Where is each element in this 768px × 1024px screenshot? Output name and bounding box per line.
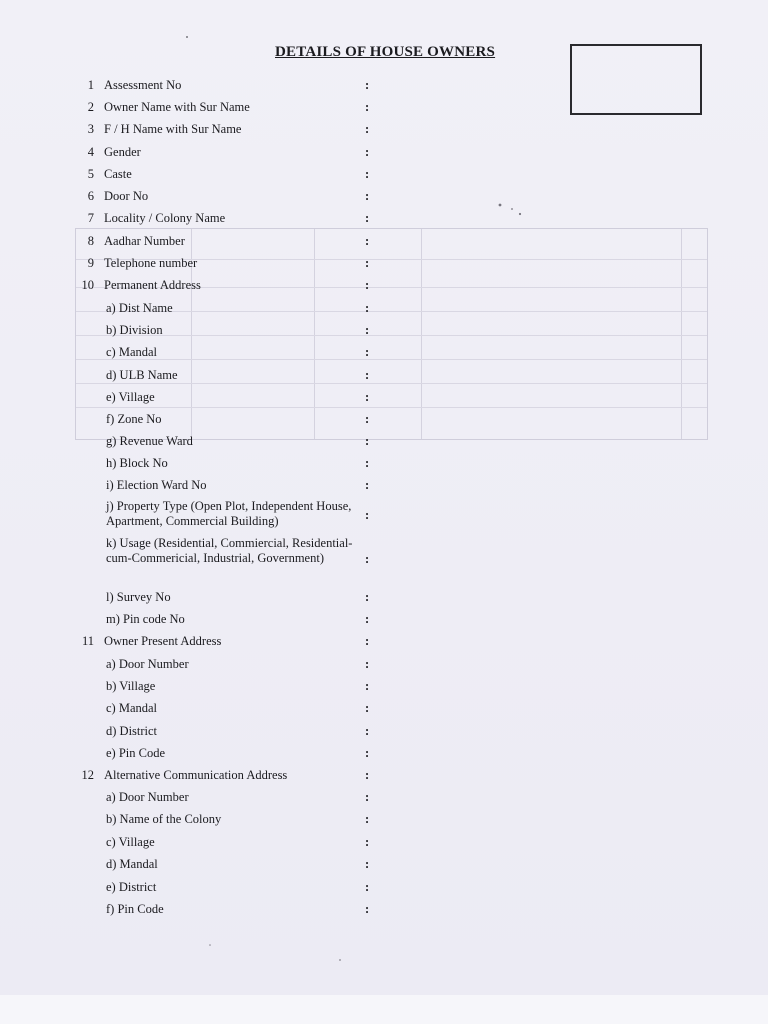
- field-number: 9: [87, 256, 94, 270]
- field-separator: :: [365, 412, 370, 426]
- field-label: a) Door Number: [106, 657, 189, 671]
- field-number: 4: [87, 145, 94, 159]
- field-label: b) Name of the Colony: [106, 812, 222, 826]
- field-label: g) Revenue Ward: [106, 434, 193, 448]
- field-separator: :: [365, 434, 370, 448]
- field-separator: :: [365, 590, 370, 604]
- field-label: e) Pin Code: [106, 746, 166, 760]
- field-label: a) Dist Name: [106, 301, 173, 315]
- field-separator: :: [365, 167, 370, 181]
- field-number: 12: [81, 768, 94, 782]
- field-separator: :: [365, 724, 370, 738]
- field-label: a) Door Number: [106, 790, 189, 804]
- field-label: k) Usage (Residential, Commiercial, Residential-cum-Commericial, Industrial, Government): [106, 536, 353, 565]
- field-label: Owner Name with Sur Name: [104, 100, 250, 114]
- page-title: DETAILS OF HOUSE OWNERS: [275, 44, 496, 60]
- field-label: Door No: [104, 189, 149, 203]
- field-separator: :: [365, 278, 370, 292]
- field-separator: :: [365, 508, 370, 522]
- field-number: 1: [87, 78, 94, 92]
- field-label: j) Property Type (Open Plot, Independent House, Apartment, Commercial Building): [106, 499, 352, 528]
- field-number: 8: [87, 234, 94, 248]
- field-label: e) Village: [106, 390, 155, 404]
- field-separator: :: [365, 790, 370, 804]
- field-label: Gender: [104, 145, 141, 159]
- field-label: Locality / Colony Name: [104, 211, 226, 225]
- field-separator: :: [365, 679, 370, 693]
- field-separator: :: [365, 122, 370, 136]
- field-separator: :: [365, 746, 370, 760]
- field-label: f) Zone No: [106, 412, 162, 426]
- field-separator: :: [365, 256, 370, 270]
- field-separator: :: [365, 835, 370, 849]
- field-number: 11: [81, 634, 94, 648]
- field-separator: :: [365, 323, 370, 337]
- field-separator: :: [365, 211, 370, 225]
- field-separator: :: [365, 301, 370, 315]
- field-label: f) Pin Code: [106, 902, 164, 916]
- field-label: c) Village: [106, 835, 155, 849]
- field-separator: :: [365, 552, 370, 566]
- field-separator: :: [365, 78, 370, 92]
- field-label: d) District: [106, 724, 158, 738]
- field-separator: :: [365, 880, 370, 894]
- field-label: h) Block No: [106, 456, 168, 470]
- field-label: F / H Name with Sur Name: [104, 122, 242, 136]
- field-label: d) Mandal: [106, 857, 158, 871]
- field-label: Permanent Address: [104, 278, 201, 292]
- field-label: l) Survey No: [106, 590, 171, 604]
- field-separator: :: [365, 345, 370, 359]
- field-label: Aadhar Number: [104, 234, 185, 248]
- scan-margin: [0, 995, 768, 1024]
- field-number: 10: [81, 278, 94, 292]
- field-separator: :: [365, 701, 370, 715]
- field-separator: :: [365, 368, 370, 382]
- field-label: Caste: [104, 167, 132, 181]
- field-separator: :: [365, 634, 370, 648]
- field-separator: :: [365, 657, 370, 671]
- field-label: m) Pin code No: [106, 612, 185, 626]
- field-number: 6: [87, 189, 94, 203]
- field-label: c) Mandal: [106, 701, 158, 715]
- field-separator: :: [365, 100, 370, 114]
- field-label: b) Village: [106, 679, 156, 693]
- field-separator: :: [365, 612, 370, 626]
- field-separator: :: [365, 478, 370, 492]
- field-separator: :: [365, 234, 370, 248]
- field-label: d) ULB Name: [106, 368, 178, 382]
- field-separator: :: [365, 145, 370, 159]
- field-number: 7: [87, 211, 94, 225]
- field-label: Alternative Communication Address: [104, 768, 288, 782]
- field-label: Telephone number: [104, 256, 198, 270]
- field-label: Assessment No: [104, 78, 182, 92]
- field-separator: :: [365, 902, 370, 916]
- field-separator: :: [365, 857, 370, 871]
- field-separator: :: [365, 189, 370, 203]
- field-number: 5: [87, 167, 94, 181]
- field-label: e) District: [106, 880, 157, 894]
- field-separator: :: [365, 812, 370, 826]
- field-label: Owner Present Address: [104, 634, 222, 648]
- field-separator: :: [365, 456, 370, 470]
- field-label: i) Election Ward No: [106, 478, 207, 492]
- field-number: 2: [87, 100, 94, 114]
- field-separator: :: [365, 768, 370, 782]
- field-label: c) Mandal: [106, 345, 158, 359]
- field-number: 3: [87, 122, 94, 136]
- field-separator: :: [365, 390, 370, 404]
- field-label: b) Division: [106, 323, 163, 337]
